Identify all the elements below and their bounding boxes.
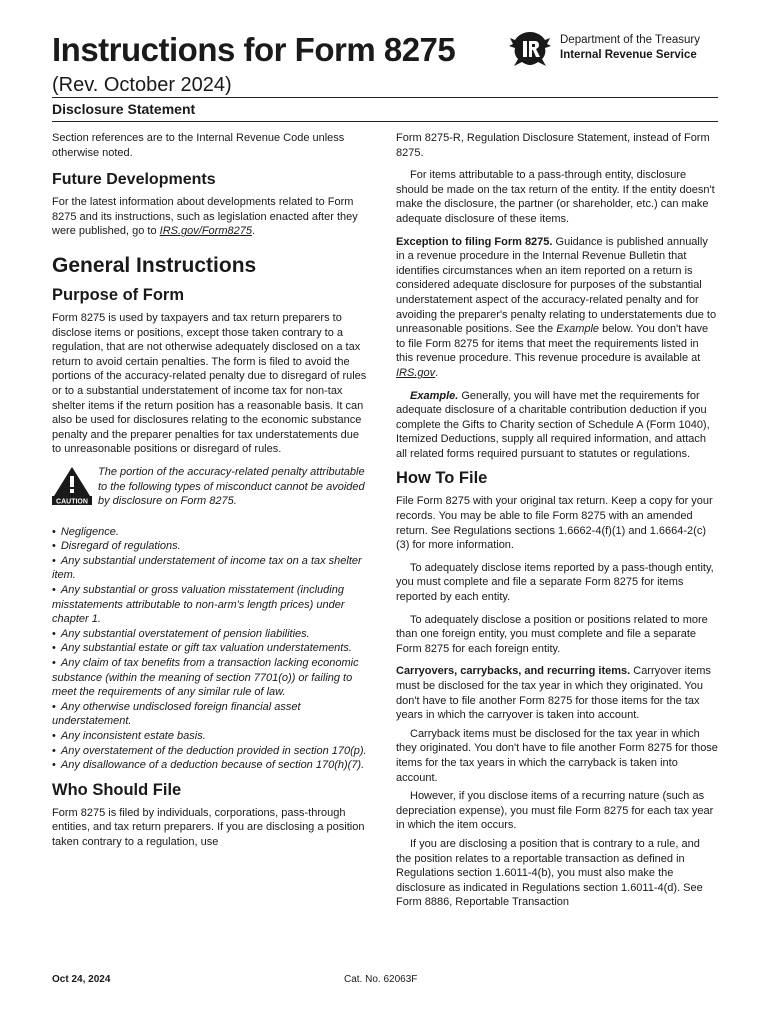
right-column bbox=[396, 131, 718, 918]
list-item: • Any disallowance of a deduction because of section 170(h)(7). bbox=[52, 758, 370, 773]
who-should-file-text: Form 8275 is filed by individuals, corporations, pass-through entities, and tax return preparers. If you are disclosing a position taken contrary to a regulation, use bbox=[52, 806, 365, 848]
purpose-heading: Purpose of Form bbox=[52, 285, 185, 304]
example-paragraph: Example. Generally, you will have met the requirements for adequate disclosure of a charitable contribution deduction if you complete the Gifts to Charity section of Schedule A (Form 1040), Itemized Deductions, supply all required information, and attach all related forms required pursuant to statutes or regulations. bbox=[396, 389, 710, 460]
list-item: • Any substantial estate or gift tax valuation understatements. bbox=[52, 641, 370, 656]
agency-block bbox=[560, 33, 700, 63]
irs-eagle-logo bbox=[506, 28, 554, 72]
carryovers-paragraph: Carryovers, carrybacks, and recurring items. Carryover items must be disclosed for the tax year in which they originated. You don't have to file another Form 8275 for those items for the tax years in which the carryover is taken into account. bbox=[396, 665, 711, 722]
future-developments-text: For the latest information about developments related to Form 8275 and its instructions, such as legislation enacted after they were published, go to IRS.gov/Form8275. bbox=[52, 196, 358, 238]
agency-department: Department of the Treasury bbox=[560, 34, 700, 46]
exception-paragraph: Exception to filing Form 8275. Guidance is published annually in a revenue procedure in the Internal Revenue Bulletin that identifies circumstances when an item reported on a return is considered adequate disclosure for purposes of the substantial understatement aspect of the accuracy-related penalty and for avoiding the preparer's penalty relating to understatements due to unreasonable positions. See the Example below. You don't have to file Form 8275 for items that meet the requirements listed in this revenue procedure. This revenue procedure is available at IRS.gov. bbox=[396, 235, 717, 379]
list-item: • Any substantial understatement of income tax on a tax shelter item. bbox=[52, 554, 370, 583]
how-to-file-text-1: File Form 8275 with your original tax return. Keep a copy for your records. You may be able to file Form 8275 with an amended return. See Regulations sections 1.6662-4(f)(1) and 1.6664-2(c)(3) for more information. bbox=[396, 495, 713, 552]
list-item: • Any inconsistent estate basis. bbox=[52, 729, 370, 744]
form-subtitle: Disclosure Statement bbox=[52, 101, 196, 117]
list-item: • Negligence. bbox=[52, 525, 370, 540]
carryovers-lead: Carryovers, carrybacks, and recurring items. bbox=[396, 665, 631, 678]
list-item: • Any substantial or gross valuation misstatement (including misstatements attributable to non-arm's length prices) under chapter 1. bbox=[52, 583, 370, 627]
revision-date: (Rev. October 2024) bbox=[52, 74, 232, 96]
catalog-number: Cat. No. 62063F bbox=[344, 974, 418, 985]
agency-irs: Internal Revenue Service bbox=[560, 49, 697, 61]
footer-date: Oct 24, 2024 bbox=[52, 974, 111, 985]
how-to-file-text-3: To adequately disclose a position or positions related to more than one foreign entity, you must complete and file a separate Form 8275 for each foreign entity. bbox=[396, 613, 708, 655]
exception-lead: Exception to filing Form 8275. bbox=[396, 235, 553, 248]
header-divider-bottom bbox=[52, 121, 718, 122]
intro-text: Section references are to the Internal Revenue Code unless otherwise noted. bbox=[52, 132, 345, 159]
pass-through-text: For items attributable to a pass-through entity, disclosure should be made on the tax return of the entity. If the entity doesn't make the disclosure, the partner (or shareholder, etc.) can make adequate disclosure of these items. bbox=[396, 169, 715, 225]
caution-box bbox=[52, 465, 370, 509]
purpose-text: Form 8275 is used by taxpayers and tax return preparers to disclose items or positions, except those taken contrary to a regulation, that are not otherwise adequately disclosed on a tax return to avoid certain penalties. The form is filed to avoid the portions of the accuracy-related penalty due to disregard of rules or to a substantial understatement of income tax for non-tax shelter items if the return position has a reasonable basis. It can also be used for disclosures relating to the economic substance penalty and the preparer penalties for tax understatements due to unreasonable positions or disregard of rules. bbox=[52, 311, 367, 456]
how-to-file-heading: How To File bbox=[396, 469, 488, 488]
page-title: Instructions for Form 8275 bbox=[52, 31, 456, 68]
list-item: • Any claim of tax benefits from a transaction lacking economic substance (within the meaning of section 7701(o)) or failing to meet the requirements of any similar rule of law. bbox=[52, 656, 370, 700]
left-column bbox=[52, 131, 370, 858]
irs-form8275-link[interactable]: IRS.gov/Form8275 bbox=[159, 225, 252, 238]
caution-icon bbox=[52, 465, 92, 505]
form-8275r-text: Form 8275-R, Regulation Disclosure Statement, instead of Form 8275. bbox=[396, 132, 710, 159]
general-instructions-heading: General Instructions bbox=[52, 253, 257, 277]
caution-label: CAUTION bbox=[56, 498, 88, 505]
caution-text: The portion of the accuracy-related penalty attributable to the following types of misconduct cannot be avoided by disclosure on Form 8275. bbox=[98, 465, 365, 508]
example-lead: Example. bbox=[410, 389, 459, 402]
list-item: • Any overstatement of the deduction provided in section 170(p). bbox=[52, 744, 370, 759]
penalty-bullet-list bbox=[52, 525, 370, 773]
future-developments-heading: Future Developments bbox=[52, 171, 216, 189]
irs-gov-link[interactable]: IRS.gov bbox=[396, 366, 436, 379]
header-divider-top bbox=[52, 97, 718, 98]
list-item: • Any otherwise undisclosed foreign financial asset understatement. bbox=[52, 700, 370, 729]
how-to-file-text-2: To adequately disclose items reported by a pass-though entity, you must complete and file a separate Form 8275 for items reported by each entity. bbox=[396, 561, 714, 604]
list-item: • Any substantial overstatement of pension liabilities. bbox=[52, 627, 370, 642]
reportable-transaction-text: If you are disclosing a position that is contrary to a rule, and the position relates to a reportable transaction as defined in Regulations section 1.6011-4(b), you must also make the disclosure as indicated in Regulations section 1.6011-4(d). See Form 8886, Reportable Transaction bbox=[396, 837, 703, 909]
carryback-text: Carryback items must be disclosed for the tax year in which they originated. You don't have to file another Form 8275 for those items for the tax years in which the carryback is taken into account. bbox=[396, 727, 718, 784]
recurring-text: However, if you disclose items of a recurring nature (such as depreciation expense), you must file Form 8275 for each tax year in which the item occurs. bbox=[396, 790, 714, 832]
who-should-file-heading: Who Should File bbox=[52, 780, 182, 799]
list-item: • Disregard of regulations. bbox=[52, 539, 370, 554]
